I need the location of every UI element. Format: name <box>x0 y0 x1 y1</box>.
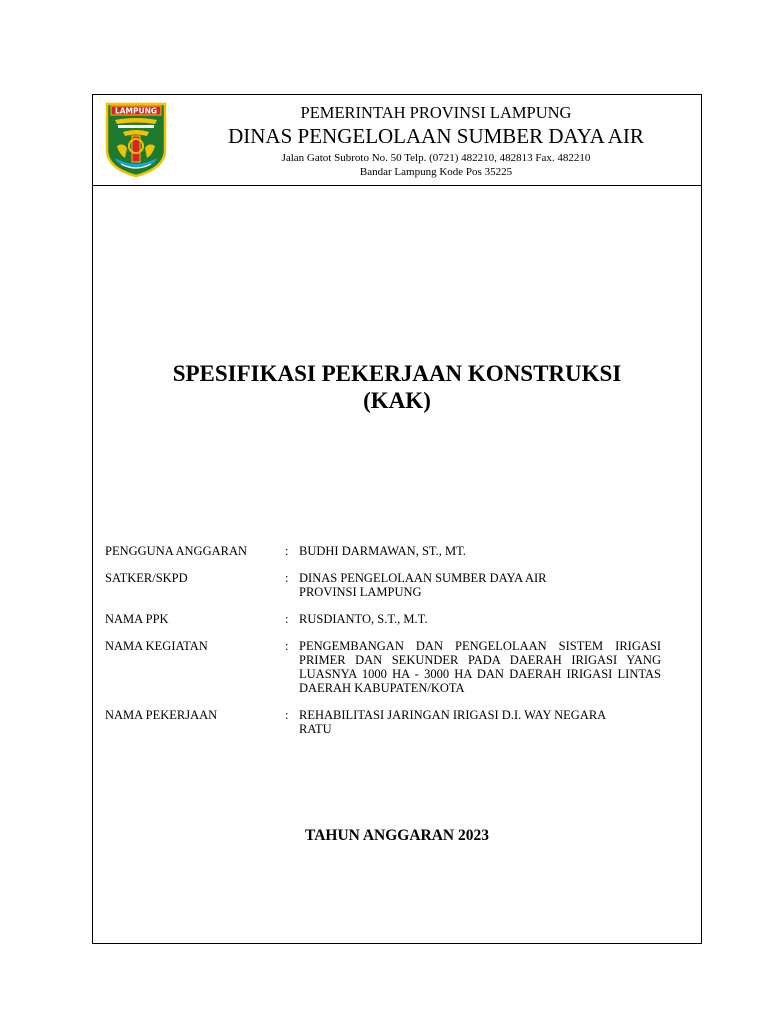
info-row-pengguna-anggaran <box>105 544 661 558</box>
info-value: PENGEMBANGAN DAN PENGELOLAAN SISTEM IRIGASI PRIMER DAN SEKUNDER PADA DAERAH IRIGASI YANG LUASNYA 1000 HA - 3000 HA DAN DAERAH IRIGASI LINTAS DAERAH KABUPATEN/KOTA <box>299 639 661 695</box>
info-label: SATKER/SKPD <box>105 571 188 585</box>
info-value: DINAS PENGELOLAAN SUMBER DAYA AIR PROVINSI LAMPUNG <box>299 571 547 599</box>
info-colon: : <box>285 544 289 558</box>
government-name: PEMERINTAH PROVINSI LAMPUNG <box>300 103 572 122</box>
info-colon: : <box>285 708 289 722</box>
info-colon: : <box>285 571 289 585</box>
document-title <box>93 360 701 414</box>
info-row-nama-pekerjaan <box>105 708 661 736</box>
letterhead-text <box>177 95 695 179</box>
info-label: NAMA KEGIATAN <box>105 639 208 653</box>
document-frame <box>92 94 702 944</box>
info-row-satker <box>105 571 661 599</box>
info-colon: : <box>285 612 289 626</box>
svg-text:LAMPUNG: LAMPUNG <box>114 106 158 116</box>
info-row-nama-kegiatan <box>105 639 661 695</box>
info-label: NAMA PEKERJAAN <box>105 708 218 722</box>
fiscal-year: TAHUN ANGGARAN 2023 <box>305 827 489 844</box>
lampung-emblem-icon <box>105 102 167 178</box>
info-row-nama-ppk <box>105 612 661 626</box>
info-value: REHABILITASI JARINGAN IRIGASI D.I. WAY NEGARA RATU <box>299 708 606 736</box>
info-label: PENGGUNA ANGGARAN <box>105 544 248 558</box>
title-line-1: SPESIFIKASI PEKERJAAN KONSTRUKSI <box>172 361 622 386</box>
agency-postal: Bandar Lampung Kode Pos 35225 <box>359 166 513 178</box>
title-line-2: (KAK) <box>363 388 431 413</box>
info-value: RUSDIANTO, S.T., M.T. <box>299 612 428 626</box>
info-list <box>105 544 661 736</box>
info-colon: : <box>285 639 289 653</box>
letterhead <box>93 95 701 186</box>
agency-name: DINAS PENGELOLAAN SUMBER DAYA AIR <box>228 124 644 148</box>
info-value: BUDHI DARMAWAN, ST., MT. <box>299 544 466 558</box>
info-label: NAMA PPK <box>105 612 169 626</box>
agency-address: Jalan Gatot Subroto No. 50 Telp. (0721) 482210, 482813 Fax. 482210 <box>281 152 591 164</box>
